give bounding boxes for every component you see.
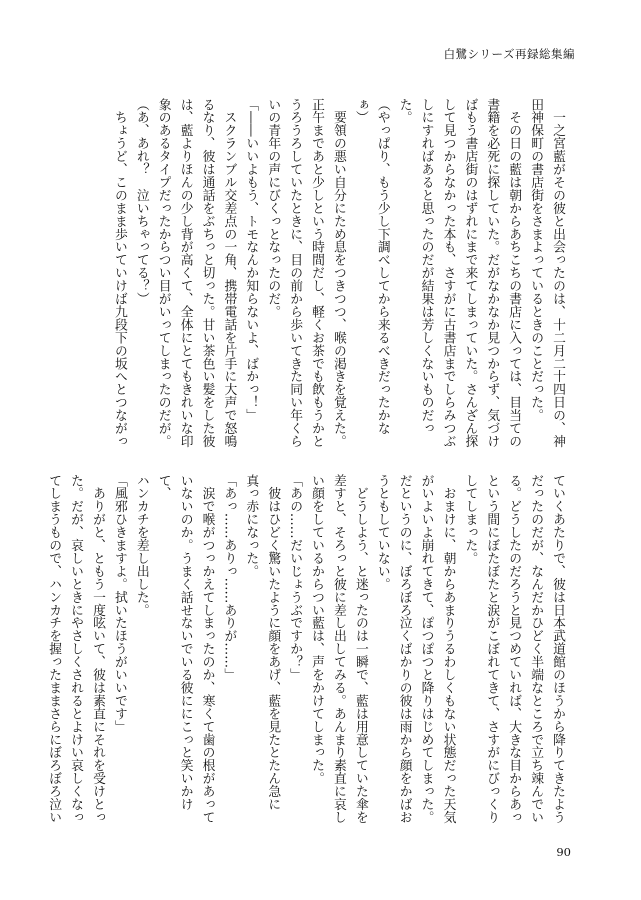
text-line: いないのか。うまく話せないでいる彼ににこっと笑いかけて、 (155, 474, 193, 811)
text-line: い顔をしているからつい藍は、声をかけてしまった。 (309, 474, 325, 785)
text-line: 「――いいよもう、トモなんか知らないよ、ばかっ！」 (243, 98, 259, 422)
text-line: 象のあるタイプだったからつい目がいってしまったのだが。 (155, 98, 171, 448)
page-number: 90 (556, 845, 571, 859)
text-line: た。 (396, 98, 412, 124)
text-line: その日の藍は朝からあちこちの書店に入っては、目当ての (506, 98, 522, 448)
text-line: 真っ赤になった。 (243, 474, 259, 578)
text-line: だったのだが、なんだかひどく半端なところで立ち竦んでい (528, 474, 544, 824)
text-line: 「風邪ひきますよ。拭いたほうがいいです」 (111, 474, 127, 733)
text-line: おまけに、朝からあまりうるわしくもない状態だった天気 (440, 474, 456, 824)
text-line: ていくあたりで、彼は日本武道館のほうから降りてきたよう (550, 474, 565, 824)
text-column-bottom (46, 474, 568, 824)
text-line: 彼はひどく驚いたように顔をあげ、藍を見たとたん急に (265, 474, 281, 811)
text-line: スクランブル交差点の一角、携帯電話を片手に大声で怒鳴 (221, 98, 237, 448)
text-line: うともしていない。 (374, 474, 390, 591)
text-line: 要領の悪い自分にため息をつきつつ、喉の渇きを覚えた。 (330, 98, 346, 448)
text-line: 「あの……だいじょうぶですか？」 (287, 474, 303, 682)
text-line: うろうろしていたときに、目の前から歩いてきた同い年くら (287, 98, 303, 448)
text-line: 書籍を必死に探していた。だがなかなか見つからず、気づけ (484, 98, 500, 448)
text-line: してしまった。 (462, 474, 478, 565)
text-line: ありがと、ともう一度呟いて、彼は素直にそれを受けとっ (89, 474, 105, 824)
text-line: して見つからなかった本も、さすがに古書店までしらみつぶ (440, 98, 456, 448)
text-line: どうしよう、と迷ったのは一瞬で、藍は用意していた傘を (352, 474, 368, 824)
text-line: だというのに、ぼろぼろ泣くばかりの彼は雨から顔をかばお (396, 474, 412, 824)
text-line: 一之宮藍がその彼と出会ったのは、十二月二十四日の、神 (550, 98, 565, 448)
text-line: 田神保町の書店街をさまよっているときのことだった。 (528, 98, 544, 422)
text-line: （やっぱり、もう少し下調べしてから来るべきだったかなぁ） (352, 98, 390, 435)
text-line: てしまうもので、ハンカチを握ったままさらにぼろぼろ泣い (46, 474, 62, 824)
text-line: がいよいよ崩れてきて、ぽつぽつと降りはじめてしまった。 (418, 474, 434, 824)
text-line: 差すと、そろっと彼に差し出してみる。あんまり素直に哀し (330, 474, 346, 824)
text-line: いの青年の声にびくっとなったのだ。 (265, 98, 281, 319)
text-line: （あ、あれ？ 泣いちゃってる？） (133, 98, 149, 306)
text-line: る。どうしたのだろうと見つめていれば、大きな目からあっ (506, 474, 522, 824)
running-header: 白鷺シリーズ再録総集編 (443, 47, 575, 61)
text-line: 「あっ……ありっ……ありが……」 (221, 474, 237, 682)
text-line: た。だが、哀しいときにやさしくされるとよけい哀しくなっ (68, 474, 84, 824)
text-line: という間にぼたぼたと涙がこぼれてきて、さすがにびっくり (484, 474, 500, 824)
text-line: 正午まであと少しという時間だし、軽くお茶でも飲もうかと (309, 98, 325, 448)
text-line: ばもう書店街のはずれにまで来てしまっていた。さんざん探 (462, 98, 478, 448)
text-line: るなり、彼は通話をぶちっと切った。甘い茶色い髪をした彼 (199, 98, 215, 448)
text-line: 涙で喉がつっかえてしまったのか、寒くて歯の根があって (199, 474, 215, 824)
text-line: は、藍よりほんの少し背が高くて、全体にとてもきれいな印 (177, 98, 193, 448)
text-line: ハンカチを差し出した。 (133, 474, 149, 617)
text-line: ちょうど、このまま歩いていけば九段下の坂へとつながっ (111, 98, 127, 448)
text-line: しにすればあると思ったのだが結果は芳しくないものだっ (418, 98, 434, 435)
text-column-top (63, 98, 568, 448)
